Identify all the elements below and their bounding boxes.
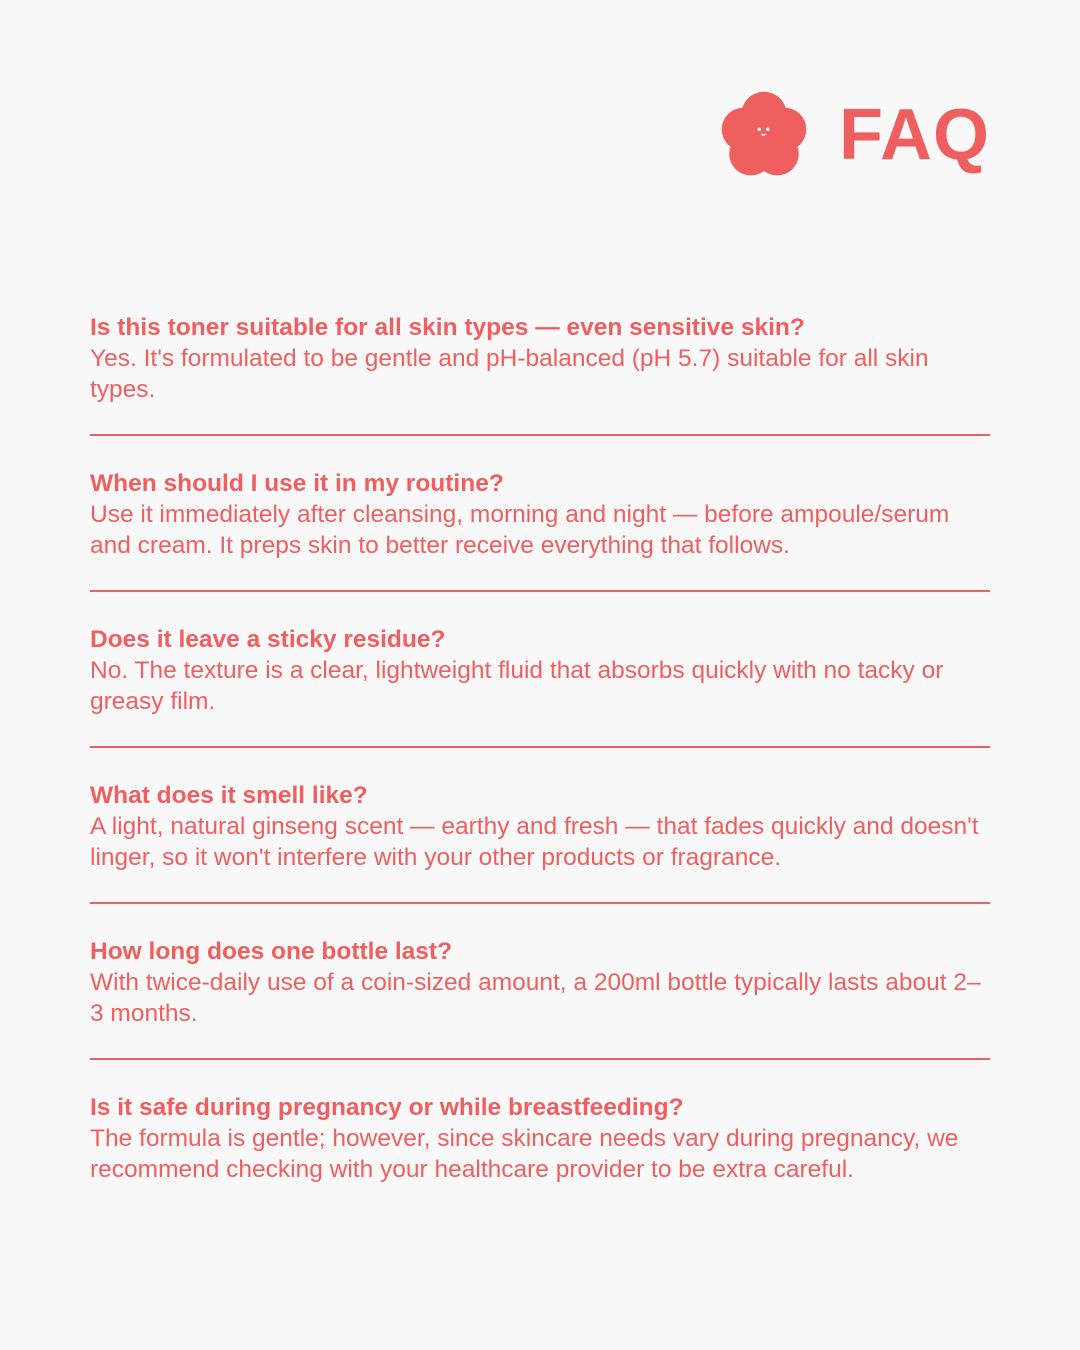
- faq-question: How long does one bottle last?: [90, 938, 453, 965]
- faq-item: [90, 1092, 990, 1185]
- faq-item: [90, 780, 990, 904]
- faq-answer: The formula is gentle; however, since skincare needs vary during pregnancy, we recommend checking with your healthcare provider to be extra careful.: [90, 1125, 959, 1183]
- page-title: FAQ: [838, 95, 990, 175]
- flower-face-icon: [717, 88, 811, 182]
- faq-item: [90, 468, 990, 592]
- faq-question: Does it leave a sticky residue?: [90, 626, 446, 653]
- faq-answer: Yes. It's formulated to be gentle and pH-balanced (pH 5.7) suitable for all skin types.: [90, 345, 929, 403]
- faq-answer: Use it immediately after cleansing, morning and night — before ampoule/serum and cream. It preps skin to better receive everything that follows.: [90, 501, 950, 559]
- header: [717, 88, 990, 182]
- faq-answer: A light, natural ginseng scent — earthy and fresh — that fades quickly and doesn't linger, so it won't interfere with your other products or fragrance.: [90, 813, 979, 871]
- faq-answer: No. The texture is a clear, lightweight fluid that absorbs quickly with no tacky or greasy film.: [90, 657, 944, 715]
- faq-question: Is it safe during pregnancy or while breastfeeding?: [90, 1094, 684, 1121]
- faq-list: [90, 312, 990, 1185]
- faq-item: [90, 936, 990, 1060]
- faq-answer: With twice-daily use of a coin-sized amount, a 200ml bottle typically lasts about 2–3 months.: [90, 969, 981, 1027]
- faq-item: [90, 624, 990, 748]
- faq-question: When should I use it in my routine?: [90, 470, 504, 497]
- faq-item: [90, 312, 990, 436]
- faq-question: Is this toner suitable for all skin types — even sensitive skin?: [90, 314, 805, 341]
- faq-question: What does it smell like?: [90, 782, 368, 809]
